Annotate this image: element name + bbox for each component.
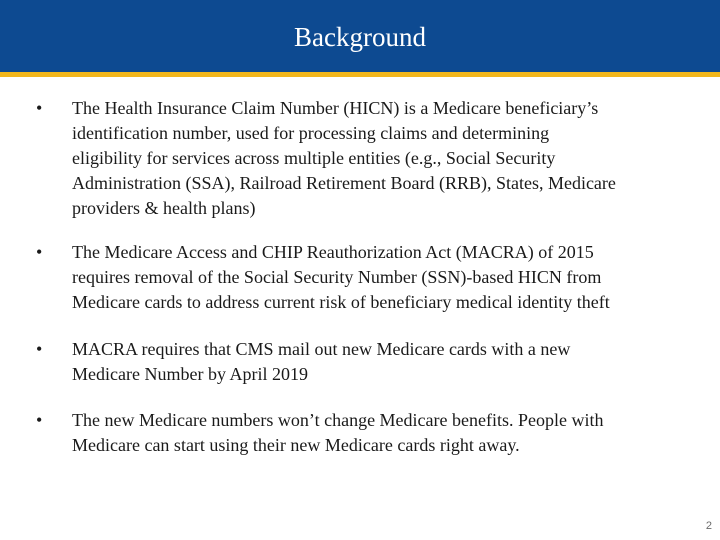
bullet-line: requires removal of the Social Security Number (SSN)-based HICN from [72, 267, 602, 287]
bullet-marker: • [36, 410, 43, 430]
bullet-text-2 [72, 240, 702, 315]
bullet-line: providers & health plans) [72, 198, 256, 218]
bullet-line: Administration (SSA), Railroad Retirement Board (RRB), States, Medicare [72, 173, 616, 193]
page-number: 2 [705, 520, 712, 532]
bullet-line: identification number, used for processing claims and determining [72, 123, 550, 143]
bullet-text-3 [72, 337, 702, 387]
bullet-marker: • [36, 339, 43, 359]
bullet-line: Medicare Number by April 2019 [72, 364, 308, 384]
bullet-line: Medicare cards to address current risk of beneficiary medical identity theft [72, 292, 610, 312]
bullet-line: Medicare can start using their new Medicare cards right away. [72, 435, 520, 455]
bullet-marker: • [36, 98, 43, 118]
bullet-line: The Medicare Access and CHIP Reauthorization Act (MACRA) of 2015 [72, 242, 594, 262]
slide-title: Background [294, 22, 426, 52]
bullet-marker: • [36, 242, 43, 262]
bullet-line: The new Medicare numbers won’t change Medicare benefits. People with [72, 410, 604, 430]
bullet-line: MACRA requires that CMS mail out new Medicare cards with a new [72, 339, 571, 359]
bullet-line: The Health Insurance Claim Number (HICN) is a Medicare beneficiary’s [72, 98, 599, 118]
bullet-text-1 [72, 96, 702, 221]
bullet-line: eligibility for services across multiple entities (e.g., Social Security [72, 148, 556, 168]
bullet-text-4 [72, 408, 702, 458]
